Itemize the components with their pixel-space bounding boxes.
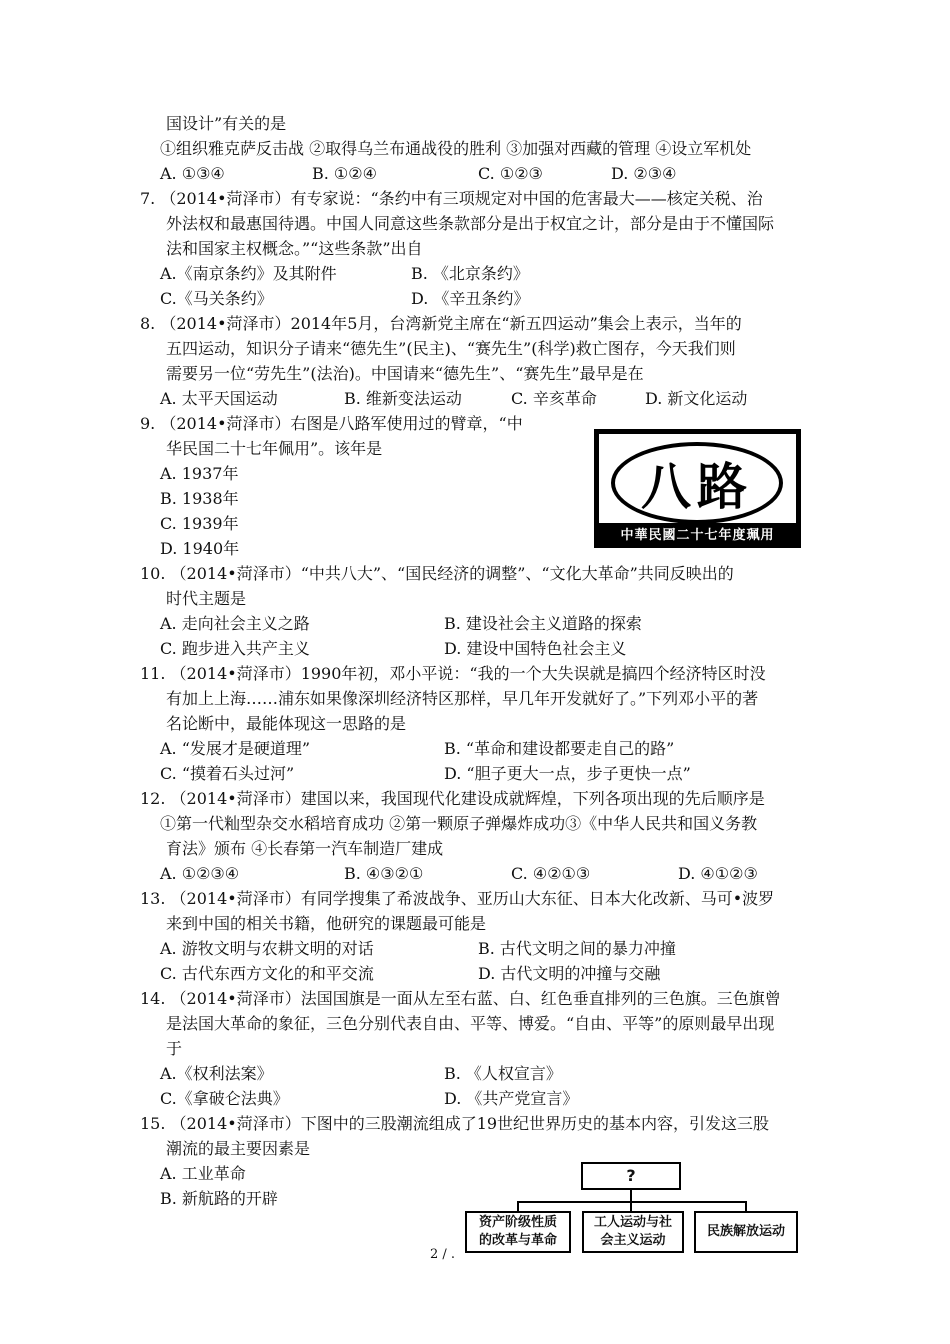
answer-option: C.《拿破仑法典》 — [160, 1089, 289, 1108]
question-text-line: 有加上上海……浦东如果像深圳经济特区那样，早几年开发就好了。”下列邓小平的著 — [166, 689, 759, 708]
flow-connector-right — [745, 1201, 747, 1211]
armband-oval-text: 八路 — [611, 442, 783, 524]
flow-connector-left — [517, 1201, 519, 1211]
answer-option: B. ①②④ — [312, 164, 377, 183]
answer-option: D. ④①②③ — [678, 864, 758, 883]
question-text-line: 来到中国的相关书籍，他研究的课题最可能是 — [166, 914, 487, 933]
answer-option: B. 古代文明之间的暴力冲撞 — [478, 939, 676, 958]
flow-left-box: 资产阶级性质的改革与革命 — [465, 1211, 571, 1253]
flow-top-box: ? — [581, 1162, 681, 1190]
answer-option: D. ②③④ — [611, 164, 677, 183]
answer-option: A. 太平天国运动 — [160, 389, 278, 408]
answer-option: C.《马关条约》 — [160, 289, 273, 308]
question-text-line: 名论断中，最能体现这一思路的是 — [166, 714, 407, 733]
question-text-line: 于 — [166, 1039, 183, 1058]
armband-figure — [594, 429, 801, 548]
answer-option: A. ①③④ — [160, 164, 225, 183]
answer-option: A. “发展才是硬道理” — [160, 739, 311, 758]
answer-option: A. 1937年 — [160, 464, 239, 483]
answer-option: B. 新航路的开辟 — [160, 1189, 278, 1208]
answer-option: A. 游牧文明与农耕文明的对话 — [160, 939, 374, 958]
answer-option: C. 辛亥革命 — [511, 389, 597, 408]
question-text-line: 五四运动，知识分子请来“德先生”(民主)、“赛先生”(科学)救亡图存，今天我们则 — [166, 339, 736, 358]
answer-option: A. 工业革命 — [160, 1164, 246, 1183]
question-text-line: 7. （2014•菏泽市）有专家说：“条约中有三项规定对中国的危害最大——核定关税、治 — [140, 189, 763, 208]
answer-option: B. 建设社会主义道路的探索 — [444, 614, 642, 633]
question-text-line: 法和国家主权概念。”“这些条款”出自 — [166, 239, 423, 258]
answer-option: B. 《北京条约》 — [411, 264, 529, 283]
answer-option: B. 维新变法运动 — [344, 389, 462, 408]
answer-option: C. “摸着石头过河” — [160, 764, 295, 783]
answer-option: D. 建设中国特色社会主义 — [444, 639, 627, 658]
answer-option: B. ④③②① — [344, 864, 424, 883]
question-text-line: 8. （2014•菏泽市）2014年5月，台湾新党主席在“新五四运动”集会上表示，当年的 — [140, 314, 742, 333]
answer-option: C. ④②①③ — [511, 864, 591, 883]
answer-option: C. ①②③ — [478, 164, 543, 183]
flow-connector-bar — [517, 1201, 747, 1203]
question-text-line: ①组织雅克萨反击战 ②取得乌兰布通战役的胜利 ③加强对西藏的管理 ④设立军机处 — [160, 139, 752, 158]
answer-option: D. “胆子更大一点，步子更快一点” — [444, 764, 691, 783]
flow-right-box: 民族解放运动 — [694, 1211, 798, 1253]
answer-option: C. 古代东西方文化的和平交流 — [160, 964, 374, 983]
question-text-line: 育法》颁布 ④长春第一汽车制造厂建成 — [166, 839, 444, 858]
question-text-line: 9. （2014•菏泽市）右图是八路军使用过的臂章，“中 — [140, 414, 523, 433]
armband-caption: 中華民國二十七年度珮用 — [599, 523, 796, 543]
answer-option: A. ①②③④ — [160, 864, 240, 883]
page-number: 2 / . — [430, 1247, 456, 1262]
answer-option: A.《权利法案》 — [160, 1064, 273, 1083]
question-text-line: 11. （2014•菏泽市）1990年初，邓小平说：“我的一个大失误就是搞四个经济特区时没 — [140, 664, 766, 683]
answer-option: D. 古代文明的冲撞与交融 — [478, 964, 661, 983]
question-text-line: 15. （2014•菏泽市）下图中的三股潮流组成了19世纪世界历史的基本内容，引发这三股 — [140, 1114, 770, 1133]
answer-option: B. “革命和建设都要走自己的路” — [444, 739, 675, 758]
question-text-line: 华民国二十七年佩用”。该年是 — [166, 439, 383, 458]
question-text-line: 时代主题是 — [166, 589, 247, 608]
question-text-line: ①第一代籼型杂交水稻培育成功 ②第一颗原子弹爆炸成功③《中华人民共和国义务教 — [160, 814, 758, 833]
answer-option: D. 1940年 — [160, 539, 240, 558]
question-text-line: 国设计”有关的是 — [166, 114, 287, 133]
answer-option: D. 《共产党宣言》 — [444, 1089, 579, 1108]
flow-connector-middle — [630, 1201, 632, 1211]
question-text-line: 外法权和最惠国待遇。中国人同意这些条款部分是出于权宜之计，部分是由于不懂国际 — [166, 214, 775, 233]
answer-option: D. 新文化运动 — [645, 389, 748, 408]
question-text-line: 潮流的最主要因素是 — [166, 1139, 311, 1158]
answer-option: C. 1939年 — [160, 514, 239, 533]
question-text-line: 10. （2014•菏泽市）“中共八大”、“国民经济的调整”、“文化大革命”共同反映出的 — [140, 564, 734, 583]
answer-option: C. 跑步进入共产主义 — [160, 639, 310, 658]
answer-option: D. 《辛丑条约》 — [411, 289, 530, 308]
flow-middle-box: 工人运动与社会主义运动 — [582, 1211, 684, 1253]
answer-option: B. 《人权宣言》 — [444, 1064, 562, 1083]
answer-option: B. 1938年 — [160, 489, 239, 508]
question-text-line: 13. （2014•菏泽市）有同学搜集了希波战争、亚历山大东征、日本大化改新、马可•波罗 — [140, 889, 775, 908]
question-text-line: 14. （2014•菏泽市）法国国旗是一面从左至右蓝、白、红色垂直排列的三色旗。三色旗曾 — [140, 989, 781, 1008]
answer-option: A. 走向社会主义之路 — [160, 614, 310, 633]
answer-option: A.《南京条约》及其附件 — [160, 264, 337, 283]
question-text-line: 12. （2014•菏泽市）建国以来，我国现代化建设成就辉煌，下列各项出现的先后顺序是 — [140, 789, 765, 808]
question-text-line: 是法国大革命的象征，三色分别代表自由、平等、博爱。“自由、平等”的原则最早出现 — [166, 1014, 775, 1033]
question-text-line: 需要另一位“劳先生”(法治)。中国请来“德先生”、“赛先生”最早是在 — [166, 364, 644, 383]
